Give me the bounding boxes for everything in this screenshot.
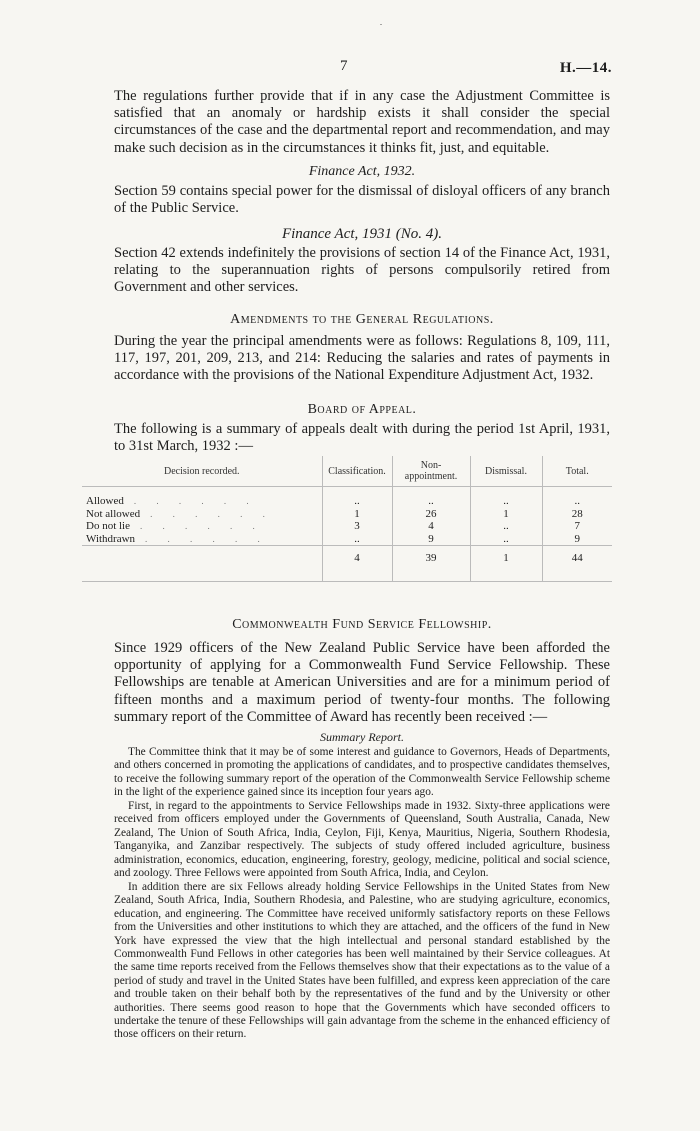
total-cell: 7 — [542, 520, 612, 533]
non-appointment-cell: .. — [392, 495, 470, 508]
document-code: H.—14. — [559, 60, 612, 76]
classification-cell: 1 — [322, 508, 392, 521]
summary-paragraph-1: The Committee think that it may be of some interest and guidance to Governors, Heads of Departments, and others concerned in promoting the applications of candidates, and to prospective candidates themselves, to receive the following summary report of the operation of the Commonwealth Service Fellowship scheme in the light of the experience gained since its inception four years ago. — [114, 746, 610, 799]
totals-row — [82, 546, 612, 571]
board-of-appeal-heading: Board of Appeal. — [307, 402, 417, 417]
row-label: Do not lie — [86, 520, 130, 532]
dot-leader: . . . . . . — [140, 521, 264, 531]
row-label: Allowed — [86, 495, 124, 507]
classification-cell: 3 — [322, 520, 392, 533]
column-header: Non-appointment. — [392, 456, 470, 487]
column-header: Dismissal. — [470, 456, 542, 487]
dismissal-cell: .. — [470, 520, 542, 533]
total-cell: 9 — [542, 533, 612, 546]
finance-1931-heading: Finance Act, 1931 (No. 4). — [281, 226, 443, 242]
appeals-table — [82, 456, 612, 582]
grand-total: 44 — [542, 546, 612, 571]
column-header: Total. — [542, 456, 612, 487]
table-row — [82, 533, 612, 546]
amendments-heading: Amendments to the General Regulations. — [230, 312, 494, 327]
non-appointment-cell: 26 — [392, 508, 470, 521]
non-appointment-total: 39 — [392, 546, 470, 571]
dot-leader: . . . . . . — [145, 533, 269, 544]
commonwealth-text: Since 1929 officers of the New Zealand Public Service have been afforded the opportunity of applying for a Commonwealth Fund Service Fellowship. These Fellowships are tenable at American Universities and are for a minimum period of fifteen months and a maximum period of twenty-four months. The following summary report of the Committee of Award has recently been received :— — [114, 640, 610, 725]
amendments-text: During the year the principal amendments were as follows: Regulations 8, 109, 111, 117, 197, 201, 209, 213, and 214: Reducing the salaries and rates of payments in accordance with the provisions of the National Expenditure Adjustment Act, 1932. — [114, 333, 610, 384]
summary-report-heading: Summary Report. — [320, 730, 404, 744]
row-label: Withdrawn — [86, 532, 136, 545]
finance-1932-text: Section 59 contains special power for the dismissal of disloyal officers of any branch of the Public Service. — [114, 183, 610, 217]
table-row — [82, 508, 612, 521]
non-appointment-cell: 4 — [392, 520, 470, 533]
non-appointment-cell: 9 — [392, 533, 470, 546]
board-of-appeal-text: The following is a summary of appeals dealt with during the period 1st April, 1931, to 31st March, 1932 :— — [114, 421, 610, 455]
dot-leader: . . . . . . — [150, 508, 274, 519]
table-row — [82, 520, 612, 533]
total-cell: 28 — [542, 508, 612, 521]
finance-1932-heading: Finance Act, 1932. — [308, 164, 416, 179]
dismissal-cell: .. — [470, 533, 542, 546]
classification-cell: .. — [322, 495, 392, 508]
column-header: Decision recorded. — [82, 456, 322, 487]
table-row — [82, 495, 612, 508]
page-mark: . — [380, 18, 382, 27]
dismissal-cell: .. — [470, 495, 542, 508]
intro-paragraph: The regulations further provide that if in any case the Adjustment Committee is satisfied that an anomaly or hardship exists it shall consider the special circumstances of the case and the departmental report and recommendation, and may make such decision as in the circumstances it thinks fit, just, and equitable. — [114, 88, 610, 156]
classification-total: 4 — [322, 546, 392, 571]
classification-cell: .. — [322, 533, 392, 546]
summary-paragraph-3: In addition there are six Fellows already holding Service Fellowships in the United States from New Zealand, South Africa, India, Southern Rhodesia, and Palestine, who are studying agriculture, economics, education, and engineering. The Committee have received uniformly satisfactory reports on these Fellows from the Universities and other institutions to which they are attached, and the officers of the fund in New York have expressed the view that the high intellectual and personal standard established by the Commonwealth Fund Fellows in other categories has been well maintained by their Service colleagues. At the same time reports received from the Fellows themselves show that their expectations as to the value of a period of study and travel in the United States have been fulfilled, and express keen appreciation of the care and trouble taken on their behalf both by the representatives of the fund and by the University or other authorities. There seems good reason to hope that the Governments which have seconded officers to undertake the tenure of these Fellowships will gain advantage from the scheme in the enhanced efficiency of those officers on their return. — [114, 881, 610, 1041]
column-header: Classification. — [322, 456, 392, 487]
total-cell: .. — [542, 495, 612, 508]
row-label: Not allowed — [86, 507, 141, 520]
dot-leader: . . . . . . — [133, 496, 258, 506]
commonwealth-heading: Commonwealth Fund Service Fellowship. — [232, 617, 492, 632]
dismissal-cell: 1 — [470, 508, 542, 521]
page-number: 7 — [340, 58, 348, 74]
table-header-row — [82, 456, 612, 487]
summary-paragraph-2: First, in regard to the appointments to Service Fellowships made in 1932. Sixty-three applications were received from officers employed under the Governments of Queensland, South Australia, Canada, New Zealand, The Union of South Africa, India, Ceylon, Fiji, Kenya, Mauritius, Nigeria, Southern Rhodesia, Tanganyika, and Zanzibar respectively. The subjects of study offered included agriculture, business administration, economics, education, engineering, forestry, geology, medicine, political and social science, and zoology. Three Fellows were appointed from South Africa, India, and Ceylon. — [114, 800, 610, 880]
finance-1931-text: Section 42 extends indefinitely the provisions of section 14 of the Finance Act, 1931, relating to the superannuation rights of persons compulsorily retired from Government and other services. — [114, 245, 610, 296]
dismissal-total: 1 — [470, 546, 542, 571]
